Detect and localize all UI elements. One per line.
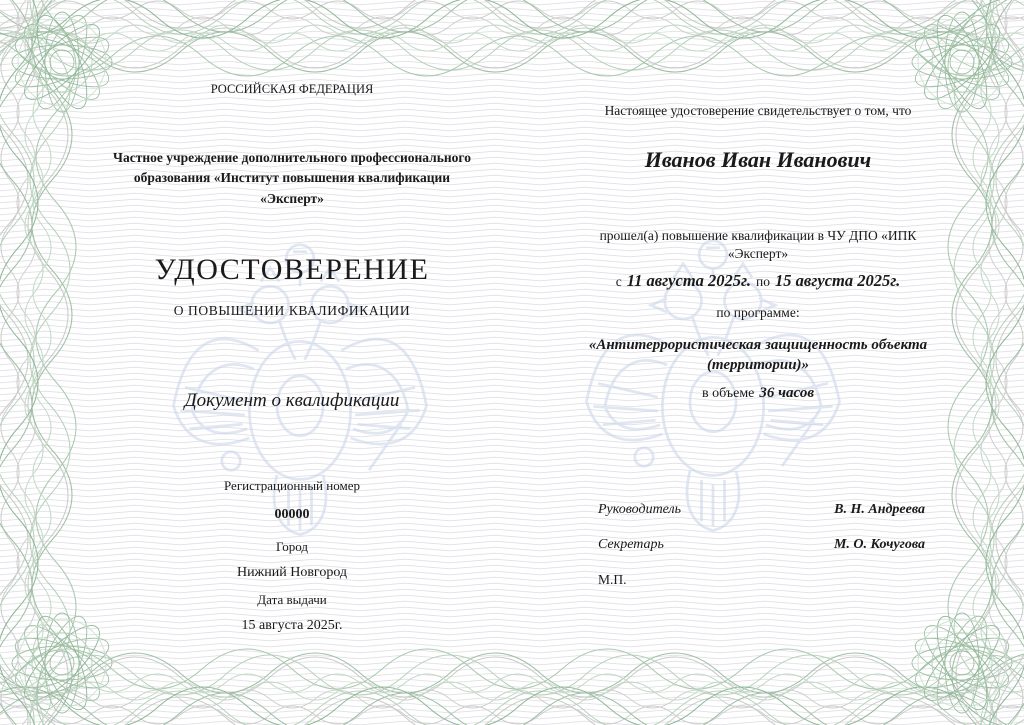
certificate-subtitle: О ПОВЫШЕНИИ КВАЛИФИКАЦИИ [173,303,411,318]
issue-date-value: 15 августа 2025г. [241,618,343,633]
volume-value: 36 часов [759,385,815,401]
program-label: по программе: [716,305,800,320]
volume-prefix: в объеме [701,386,755,401]
signature-role: Руководитель [598,502,682,517]
completion-text: прошел(а) повышение квалификации в ЧУ ДПО «ИПК «Эксперт» [599,228,917,262]
period-prefix: с [615,274,622,289]
signature-row-secretary [598,537,925,553]
period-end-date: 15 августа 2025г. [775,271,901,290]
signature-name: М. О. Кочугова [833,537,925,552]
signature-name: В. Н. Андреева [834,502,925,517]
registration-number-value: 00000 [274,507,310,522]
registration-number-label: Регистрационный номер [224,478,360,493]
period-start-date: 11 августа 2025г. [626,271,752,290]
stamp-placeholder: М.П. [598,572,627,587]
country-header: РОССИЙСКАЯ ФЕДЕРАЦИЯ [210,82,374,96]
holder-name: Иванов Иван Иванович [644,147,872,172]
city-value: Нижний Новгород [236,565,348,580]
city-label: Город [275,539,309,554]
period-middle: по [756,274,771,289]
signature-block [598,502,925,588]
statement-text: Настоящее удостоверение свидетельствует о том, что [604,103,912,118]
certificate-title: УДОСТОВЕРЕНИЕ [154,253,430,286]
signature-row-director [598,502,925,518]
program-name: «Антитеррористическая защищенность объекта (территории)» [588,337,928,373]
institution-name: Частное учреждение дополнительного профессионального образования «Институт повышения квалификации «Эксперт» [113,150,471,206]
signature-role: Секретарь [598,537,664,552]
volume-line [528,385,988,402]
document-type: Документ о квалификации [184,390,400,411]
training-period [528,271,988,291]
issue-date-label: Дата выдачи [257,592,327,607]
